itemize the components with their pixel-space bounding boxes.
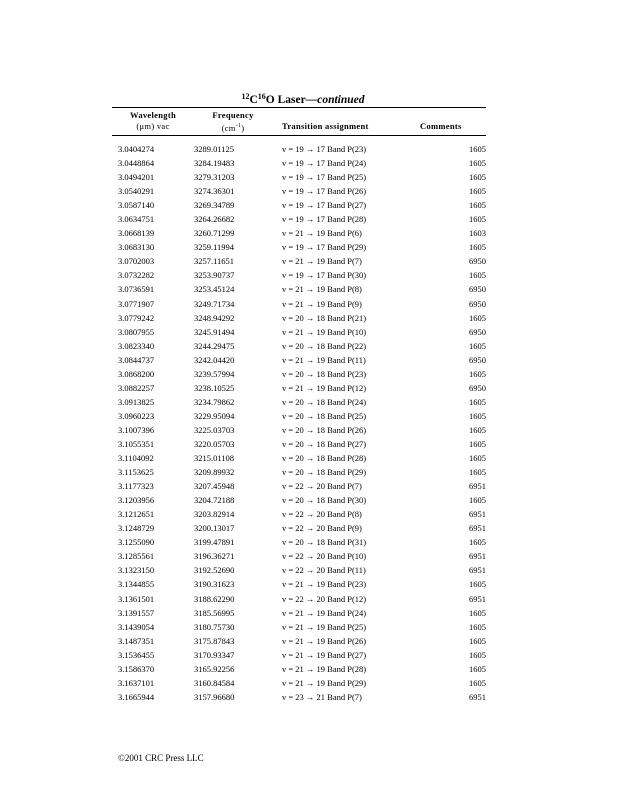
transition-cell: v = 20 → 18 Band P(27): [282, 438, 367, 449]
table-row: [118, 142, 486, 156]
wavelength-cell: 3.1536455: [118, 649, 155, 660]
comment-cell: 1605: [469, 467, 486, 478]
comment-cell: 6950: [469, 382, 486, 393]
comment-cell: 6951: [469, 593, 486, 604]
table-row: [118, 592, 486, 606]
wavelength-cell: 3.1487351: [118, 635, 155, 646]
comment-cell: 1605: [469, 410, 486, 421]
transition-cell: v = 21 → 19 Band P(10): [282, 326, 367, 337]
transition-cell: v = 21 → 19 Band P(6): [282, 228, 362, 239]
wavelength-cell: 3.0771907: [118, 298, 155, 309]
comment-cell: 1605: [469, 663, 486, 674]
wavelength-cell: 3.0587140: [118, 200, 155, 211]
title-isotope-o: 16: [257, 92, 266, 101]
frequency-cell: 3245.91494: [194, 326, 235, 337]
wavelength-cell: 3.1439054: [118, 621, 155, 632]
title-continued: continued: [317, 94, 365, 106]
table-row: [118, 311, 486, 325]
frequency-cell: 3190.31623: [194, 579, 235, 590]
wavelength-cell: 3.1212651: [118, 509, 155, 520]
wavelength-cell: 3.1255090: [118, 537, 155, 548]
transition-cell: v = 21 → 19 Band P(26): [282, 635, 367, 646]
frequency-cell: 3199.47891: [194, 537, 235, 548]
transition-cell: v = 19 → 17 Band P(24): [282, 158, 367, 169]
table-row: [118, 254, 486, 268]
transition-cell: v = 20 → 18 Band P(22): [282, 340, 367, 351]
wavelength-cell: 3.0494201: [118, 172, 155, 183]
frequency-cell: 3234.79862: [194, 396, 235, 407]
wavelength-cell: 3.0634751: [118, 214, 155, 225]
table-row: [118, 423, 486, 437]
frequency-cell: 3207.45948: [194, 481, 235, 492]
frequency-cell: 3269.34789: [194, 200, 235, 211]
wavelength-cell: 3.0844737: [118, 354, 155, 365]
comment-cell: 1605: [469, 242, 486, 253]
transition-cell: v = 21 → 19 Band P(27): [282, 649, 367, 660]
table-row: [118, 451, 486, 465]
table-row: [118, 381, 486, 395]
wavelength-cell: 3.1104092: [118, 453, 154, 464]
comment-cell: 1605: [469, 158, 486, 169]
transition-cell: v = 19 → 17 Band P(30): [282, 270, 367, 281]
wavelength-cell: 3.0913825: [118, 396, 155, 407]
wavelength-cell: 3.1361501: [118, 593, 155, 604]
comment-cell: 1605: [469, 438, 486, 449]
transition-cell: v = 19 → 17 Band P(26): [282, 186, 367, 197]
data-table: [118, 142, 486, 704]
copyright-footer: ©2001 CRC Press LLC: [118, 753, 204, 763]
frequency-cell: 3225.03703: [194, 424, 235, 435]
comment-cell: 1605: [469, 607, 486, 618]
frequency-cell: 3188.62290: [194, 593, 235, 604]
comment-cell: 6950: [469, 284, 486, 295]
table-row: [118, 184, 486, 198]
wavelength-cell: 3.1203956: [118, 495, 155, 506]
transition-cell: v = 22 → 20 Band P(9): [282, 523, 362, 534]
header-rule: [112, 135, 486, 136]
header-frequency: [198, 110, 268, 134]
transition-cell: v = 22 → 20 Band P(10): [282, 551, 367, 562]
frequency-cell: 3180.75730: [194, 621, 235, 632]
header-frequency-unit: [198, 121, 268, 134]
comment-cell: 1605: [469, 621, 486, 632]
transition-cell: v = 19 → 17 Band P(29): [282, 242, 367, 253]
frequency-cell: 3248.94292: [194, 312, 235, 323]
transition-cell: v = 20 → 18 Band P(24): [282, 396, 367, 407]
wavelength-cell: 3.0960223: [118, 410, 155, 421]
transition-cell: v = 19 → 17 Band P(25): [282, 172, 367, 183]
table-row: [118, 690, 486, 704]
frequency-cell: 3260.71299: [194, 228, 235, 239]
transition-cell: v = 20 → 18 Band P(23): [282, 368, 367, 379]
wavelength-cell: 3.0668139: [118, 228, 155, 239]
frequency-cell: 3274.36301: [194, 186, 235, 197]
wavelength-cell: 3.0448864: [118, 158, 155, 169]
transition-cell: v = 21 → 19 Band P(28): [282, 663, 367, 674]
top-rule: [112, 107, 486, 108]
comment-cell: 1605: [469, 649, 486, 660]
frequency-cell: 3196.36271: [194, 551, 235, 562]
frequency-cell: 3279.31203: [194, 172, 235, 183]
transition-cell: v = 21 → 19 Band P(29): [282, 677, 367, 688]
frequency-unit-close: ): [241, 122, 245, 133]
comment-cell: 6951: [469, 565, 486, 576]
transition-cell: v = 21 → 19 Band P(25): [282, 621, 367, 632]
transition-cell: v = 19 → 17 Band P(28): [282, 214, 367, 225]
table-row: [118, 549, 486, 563]
frequency-cell: 3209.89932: [194, 467, 235, 478]
wavelength-cell: 3.1177323: [118, 481, 154, 492]
comment-cell: 6951: [469, 551, 486, 562]
header-wavelength-label: Wavelength: [130, 110, 176, 120]
comment-cell: 1605: [469, 368, 486, 379]
transition-cell: v = 20 → 18 Band P(25): [282, 410, 367, 421]
wavelength-cell: 3.0732282: [118, 270, 155, 281]
frequency-cell: 3220.05703: [194, 438, 235, 449]
wavelength-cell: 3.0882257: [118, 382, 155, 393]
transition-cell: v = 21 → 19 Band P(9): [282, 298, 362, 309]
comment-cell: 6951: [469, 509, 486, 520]
frequency-cell: 3204.72188: [194, 495, 235, 506]
comment-cell: 1605: [469, 312, 486, 323]
frequency-cell: 3165.92256: [194, 663, 235, 674]
table-row: [118, 662, 486, 676]
frequency-unit-exp: -1: [235, 123, 242, 129]
frequency-cell: 3175.87843: [194, 635, 235, 646]
frequency-cell: 3238.10525: [194, 382, 235, 393]
comment-cell: 1605: [469, 214, 486, 225]
transition-cell: v = 22 → 20 Band P(12): [282, 593, 367, 604]
title-isotope-c: 12: [241, 92, 250, 101]
frequency-unit-base: (cm: [221, 122, 236, 133]
frequency-cell: 3284.19483: [194, 158, 235, 169]
table-row: [118, 409, 486, 423]
table-row: [118, 676, 486, 690]
table-row: [118, 620, 486, 634]
frequency-cell: 3249.71734: [194, 298, 235, 309]
table-row: [118, 339, 486, 353]
wavelength-cell: 3.1285561: [118, 551, 155, 562]
frequency-cell: 3264.26682: [194, 214, 235, 225]
comment-cell: 1605: [469, 396, 486, 407]
frequency-cell: 3257.11651: [194, 256, 235, 267]
frequency-cell: 3229.95094: [194, 410, 235, 421]
table-row: [118, 353, 486, 367]
table-row: [118, 465, 486, 479]
transition-cell: v = 20 → 18 Band P(30): [282, 495, 367, 506]
table-row: [118, 198, 486, 212]
frequency-cell: 3185.56995: [194, 607, 235, 618]
wavelength-cell: 3.0404274: [118, 144, 155, 154]
wavelength-cell: 3.1323150: [118, 565, 155, 576]
comment-cell: 1603: [469, 228, 486, 239]
frequency-cell: 3289.01125: [194, 144, 235, 154]
frequency-cell: 3242.04420: [194, 354, 235, 365]
frequency-cell: 3157.96680: [194, 691, 235, 702]
wavelength-cell: 3.0823340: [118, 340, 155, 351]
table-row: [118, 395, 486, 409]
comment-cell: 1605: [469, 340, 486, 351]
comment-cell: 1605: [469, 200, 486, 211]
wavelength-cell: 3.1665944: [118, 691, 155, 702]
frequency-cell: 3160.84584: [194, 677, 235, 688]
comment-cell: 1605: [469, 453, 486, 464]
transition-cell: v = 21 → 19 Band P(23): [282, 579, 367, 590]
table-row: [118, 325, 486, 339]
comment-cell: 1605: [469, 186, 486, 197]
table-row: [118, 577, 486, 591]
comment-cell: 6950: [469, 298, 486, 309]
comment-cell: 1605: [469, 424, 486, 435]
header-frequency-label: Frequency: [212, 110, 254, 120]
frequency-cell: 3192.52690: [194, 565, 235, 576]
comment-cell: 1605: [469, 579, 486, 590]
comment-cell: 6951: [469, 691, 486, 702]
wavelength-cell: 3.0702003: [118, 256, 155, 267]
frequency-cell: 3253.45124: [194, 284, 235, 295]
comment-cell: 6951: [469, 523, 486, 534]
table-row: [118, 493, 486, 507]
comment-cell: 1605: [469, 144, 486, 154]
table-row: [118, 479, 486, 493]
transition-cell: v = 22 → 20 Band P(11): [282, 565, 366, 576]
comment-cell: 1605: [469, 172, 486, 183]
comment-cell: 1605: [469, 677, 486, 688]
comment-cell: 6950: [469, 256, 486, 267]
table-row: [118, 268, 486, 282]
table-row: [118, 535, 486, 549]
frequency-cell: 3203.82914: [194, 509, 235, 520]
table-title: [120, 92, 486, 106]
wavelength-cell: 3.0807955: [118, 326, 155, 337]
title-c: C: [249, 94, 258, 106]
wavelength-cell: 3.0779242: [118, 312, 155, 323]
table-row: [118, 606, 486, 620]
wavelength-cell: 3.0683130: [118, 242, 155, 253]
frequency-cell: 3253.90737: [194, 270, 235, 281]
frequency-cell: 3215.01108: [194, 453, 235, 464]
table-row: [118, 212, 486, 226]
transition-cell: v = 20 → 18 Band P(26): [282, 424, 367, 435]
frequency-cell: 3200.13017: [194, 523, 235, 534]
transition-cell: v = 22 → 20 Band P(7): [282, 481, 362, 492]
table-row: [118, 240, 486, 254]
header-comments: Comments: [420, 121, 462, 131]
wavelength-cell: 3.1391557: [118, 607, 155, 618]
table-row: [118, 170, 486, 184]
comment-cell: 1605: [469, 495, 486, 506]
transition-cell: v = 20 → 18 Band P(21): [282, 312, 367, 323]
table-row: [118, 648, 486, 662]
wavelength-cell: 3.0868200: [118, 368, 155, 379]
transition-cell: v = 23 → 21 Band P(7): [282, 691, 362, 702]
comment-cell: 1605: [469, 270, 486, 281]
frequency-cell: 3239.57994: [194, 368, 235, 379]
wavelength-cell: 3.1637101: [118, 677, 155, 688]
table-row: [118, 634, 486, 648]
table-row: [118, 226, 486, 240]
frequency-cell: 3170.93347: [194, 649, 235, 660]
frequency-cell: 3259.11994: [194, 242, 235, 253]
table-row: [118, 282, 486, 296]
table-row: [118, 297, 486, 311]
frequency-cell: 3244.29475: [194, 340, 235, 351]
comment-cell: 1605: [469, 635, 486, 646]
table-row: [118, 437, 486, 451]
transition-cell: v = 19 → 17 Band P(27): [282, 200, 367, 211]
wavelength-cell: 3.1007396: [118, 424, 155, 435]
table-row: [118, 521, 486, 535]
transition-cell: v = 21 → 19 Band P(24): [282, 607, 367, 618]
comment-cell: 6951: [469, 481, 486, 492]
wavelength-cell: 3.0540291: [118, 186, 155, 197]
transition-cell: v = 21 → 19 Band P(11): [282, 354, 366, 365]
wavelength-cell: 3.1344855: [118, 579, 155, 590]
comment-cell: 1605: [469, 537, 486, 548]
transition-cell: v = 20 → 18 Band P(31): [282, 537, 367, 548]
header-transition: Transition assignment: [282, 121, 369, 131]
wavelength-cell: 3.0736591: [118, 284, 155, 295]
wavelength-cell: 3.1248729: [118, 523, 155, 534]
table-row: [118, 563, 486, 577]
title-main: O Laser—: [265, 94, 318, 106]
wavelength-cell: 3.1055351: [118, 438, 155, 449]
transition-cell: v = 20 → 18 Band P(28): [282, 453, 367, 464]
transition-cell: v = 21 → 19 Band P(12): [282, 382, 367, 393]
transition-cell: v = 19 → 17 Band P(23): [282, 144, 367, 154]
transition-cell: v = 21 → 19 Band P(8): [282, 284, 362, 295]
header-wavelength: [118, 110, 188, 132]
wavelength-cell: 3.1153625: [118, 467, 154, 478]
comment-cell: 6950: [469, 354, 486, 365]
wavelength-cell: 3.1586370: [118, 663, 155, 674]
transition-cell: v = 22 → 20 Band P(8): [282, 509, 362, 520]
table-row: [118, 156, 486, 170]
header-wavelength-unit: (μm) vac: [136, 121, 170, 131]
comment-cell: 6950: [469, 326, 486, 337]
table-row: [118, 367, 486, 381]
table-row: [118, 507, 486, 521]
transition-cell: v = 21 → 19 Band P(7): [282, 256, 362, 267]
transition-cell: v = 20 → 18 Band P(29): [282, 467, 367, 478]
